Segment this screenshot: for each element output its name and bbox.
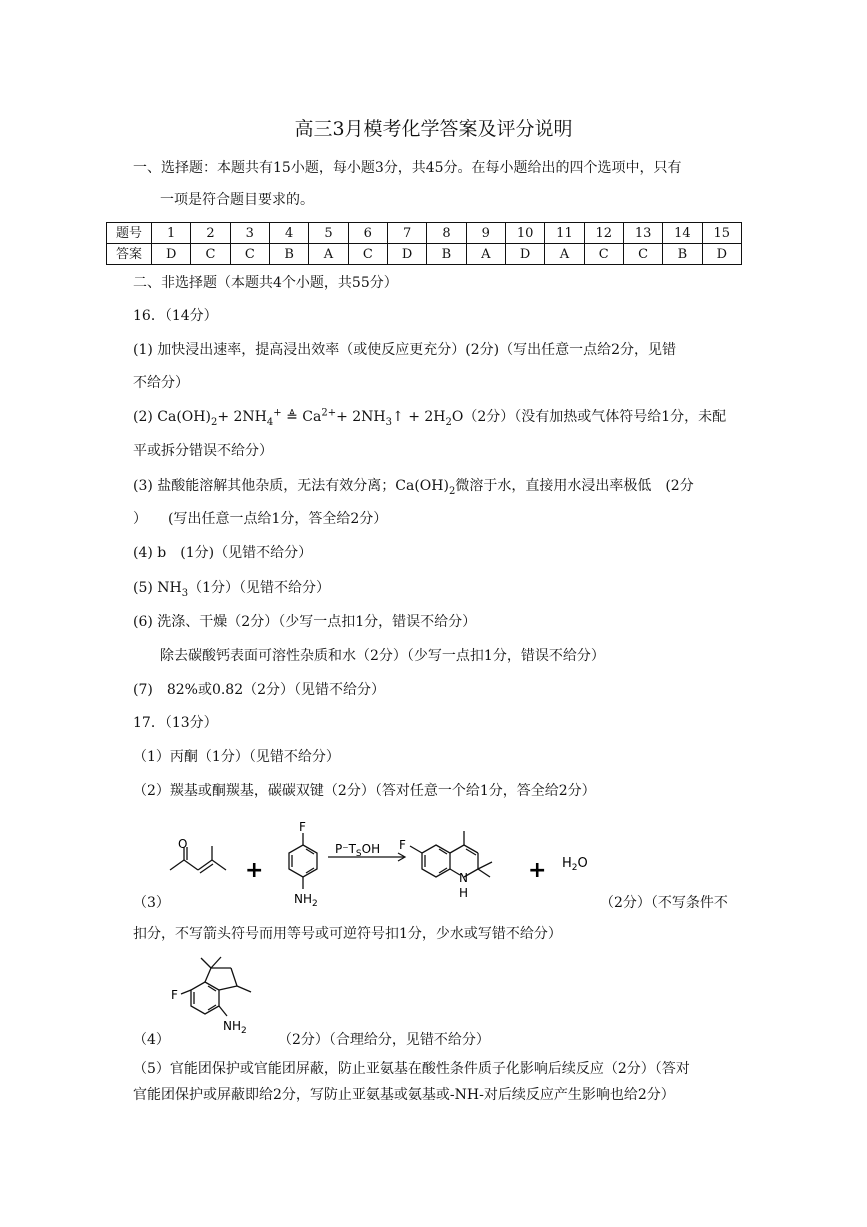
product-hydrogen-label: H bbox=[459, 886, 469, 900]
q16-part6-line2: 除去碳酸钙表面可溶性杂质和水（2分）（少写一点扣1分，错误不给分） bbox=[160, 648, 605, 664]
q17-part1: （1）丙酮（1分）（见错不给分） bbox=[133, 749, 340, 765]
q17-part3-line2: 扣分，不写箭头符号而用等号或可逆符号扣1分，少水或写错不给分） bbox=[133, 926, 562, 942]
table-cell: C bbox=[623, 244, 662, 265]
eq-sub: 4 bbox=[266, 416, 274, 428]
q16-part1-line1: (1) 加快浸出速率，提高浸出效率（或使反应更充分）(2分)（写出任意一点给2分，见错 bbox=[133, 342, 677, 358]
q17-part3-score: （2分）（不写条件不 bbox=[600, 895, 728, 911]
plus-sign: + bbox=[245, 858, 264, 883]
q16-part2-equation bbox=[133, 407, 726, 427]
answer-table bbox=[106, 222, 742, 265]
product-nitrogen-label: N bbox=[459, 871, 468, 885]
eq-sub: 3 bbox=[385, 416, 393, 428]
table-cell: 4 bbox=[269, 223, 308, 244]
heating-arrow: ≜ bbox=[281, 409, 303, 425]
table-cell: A bbox=[466, 244, 505, 265]
section1-intro-line2: 一项是符合题目要求的。 bbox=[160, 192, 314, 208]
fluorine-label: F bbox=[171, 988, 178, 1002]
q17-part5-line2: 官能团保护或屏蔽即给2分，写防止亚氨基或氨基或-NH-对后续反应产生影响也给2分） bbox=[133, 1087, 675, 1103]
q16-part6-line1: (6) 洗涤、干燥（2分）（少写一点扣1分，错误不给分） bbox=[133, 614, 477, 630]
section1-intro-line1: 一、选择题：本题共有15小题，每小题3分，共45分。在每小题给出的四个选项中，只有 bbox=[133, 160, 682, 176]
eq-text: Ca bbox=[302, 409, 322, 425]
plus-sign: + bbox=[528, 858, 547, 883]
table-cell: 15 bbox=[702, 223, 741, 244]
text: (5) NH bbox=[133, 580, 182, 596]
table-cell: 12 bbox=[584, 223, 623, 244]
table-cell: D bbox=[387, 244, 426, 265]
q17-part5-line1: （5）官能团保护或官能团屏蔽，防止亚氨基在酸性条件质子化影响后续反应（2分）（答对 bbox=[133, 1061, 690, 1077]
table-cell: C bbox=[584, 244, 623, 265]
eq-sup: + bbox=[273, 407, 282, 419]
eq-text: O（2分）（没有加热或气体符号给1分，未配 bbox=[451, 409, 727, 425]
q16-part5 bbox=[133, 578, 330, 598]
eq-sub: 2 bbox=[445, 416, 452, 428]
table-cell: 2 bbox=[191, 223, 230, 244]
table-cell: 6 bbox=[348, 223, 387, 244]
reagent-label: $P^-T_SOH$ bbox=[335, 842, 381, 859]
table-header-answers: 答案 bbox=[107, 244, 152, 265]
table-header-numbers: 题号 bbox=[107, 223, 152, 244]
table-cell: 7 bbox=[387, 223, 426, 244]
q16-heading: 16．（14分） bbox=[133, 308, 218, 324]
water-label: $H_2O$ bbox=[562, 856, 588, 873]
q17-part4-score: （2分）（合理给分，见错不给分） bbox=[278, 1032, 490, 1048]
sub: 3 bbox=[181, 587, 189, 599]
table-row-answers bbox=[107, 244, 742, 265]
fluoroaniline-structure bbox=[289, 833, 317, 889]
fluorine-label: F bbox=[299, 820, 306, 834]
q16-part3-line2: ） (写出任意一点给1分，答全给2分） bbox=[133, 511, 388, 527]
table-cell: 5 bbox=[309, 223, 348, 244]
q16-part4: (4) b (1分)（见错不给分） bbox=[133, 545, 313, 561]
table-cell: 14 bbox=[663, 223, 702, 244]
eq-text: + 2NH bbox=[217, 409, 267, 425]
text: 微溶于水，直接用水浸出率极低 (2分 bbox=[455, 478, 694, 494]
table-cell: B bbox=[269, 244, 308, 265]
q16-part7: (7) 82%或0.82（2分）（见错不给分） bbox=[133, 682, 386, 698]
q17-part4-label: （4） bbox=[133, 1032, 170, 1048]
sub: 2 bbox=[448, 485, 456, 497]
eq-text: + 2NH bbox=[336, 409, 386, 425]
table-cell: B bbox=[663, 244, 702, 265]
reaction-scheme bbox=[160, 815, 620, 907]
table-cell: D bbox=[702, 244, 741, 265]
table-cell: C bbox=[230, 244, 269, 265]
indane-amine-structure bbox=[165, 952, 275, 1036]
table-cell: C bbox=[348, 244, 387, 265]
amine-label: $NH_2$ bbox=[294, 892, 318, 907]
q16-part3-line1 bbox=[133, 476, 694, 496]
q17-part3-label: （3） bbox=[133, 895, 170, 911]
eq-text: ↑ + 2H bbox=[392, 409, 446, 425]
text: (3) 盐酸能溶解其他杂质，无法有效分离；Ca(OH) bbox=[133, 478, 449, 494]
oxygen-label: O bbox=[178, 837, 188, 851]
table-row-numbers bbox=[107, 223, 742, 244]
table-cell: 11 bbox=[545, 223, 584, 244]
text: （1分）（见错不给分） bbox=[188, 580, 331, 596]
table-cell: 9 bbox=[466, 223, 505, 244]
q17-heading: 17．（13分） bbox=[133, 715, 218, 731]
table-cell: 8 bbox=[427, 223, 466, 244]
q16-part2-line2: 平或拆分错误不给分） bbox=[133, 443, 273, 459]
table-cell: A bbox=[309, 244, 348, 265]
table-cell: D bbox=[152, 244, 191, 265]
table-cell: A bbox=[545, 244, 584, 265]
product-fluorine-label: F bbox=[399, 838, 406, 852]
page-title: 高三3月模考化学答案及评分说明 bbox=[294, 118, 573, 140]
eq-sub: 2 bbox=[210, 416, 218, 428]
table-cell: C bbox=[191, 244, 230, 265]
q16-part1-line2: 不给分） bbox=[133, 375, 189, 391]
table-cell: B bbox=[427, 244, 466, 265]
amine-label: $NH_2$ bbox=[223, 1019, 247, 1036]
dihydroquinoline-structure bbox=[410, 831, 492, 877]
table-cell: 10 bbox=[505, 223, 544, 244]
table-cell: 3 bbox=[230, 223, 269, 244]
table-cell: D bbox=[505, 244, 544, 265]
section2-heading: 二、非选择题（本题共4个小题，共55分） bbox=[133, 275, 398, 291]
eq-text: (2) Ca(OH) bbox=[133, 409, 211, 425]
table-cell: 13 bbox=[623, 223, 662, 244]
q17-part2: （2）羰基或酮羰基，碳碳双键（2分）（答对任意一个给1分，答全给2分） bbox=[133, 783, 596, 799]
eq-sup: 2+ bbox=[321, 407, 337, 419]
table-cell: 1 bbox=[152, 223, 191, 244]
